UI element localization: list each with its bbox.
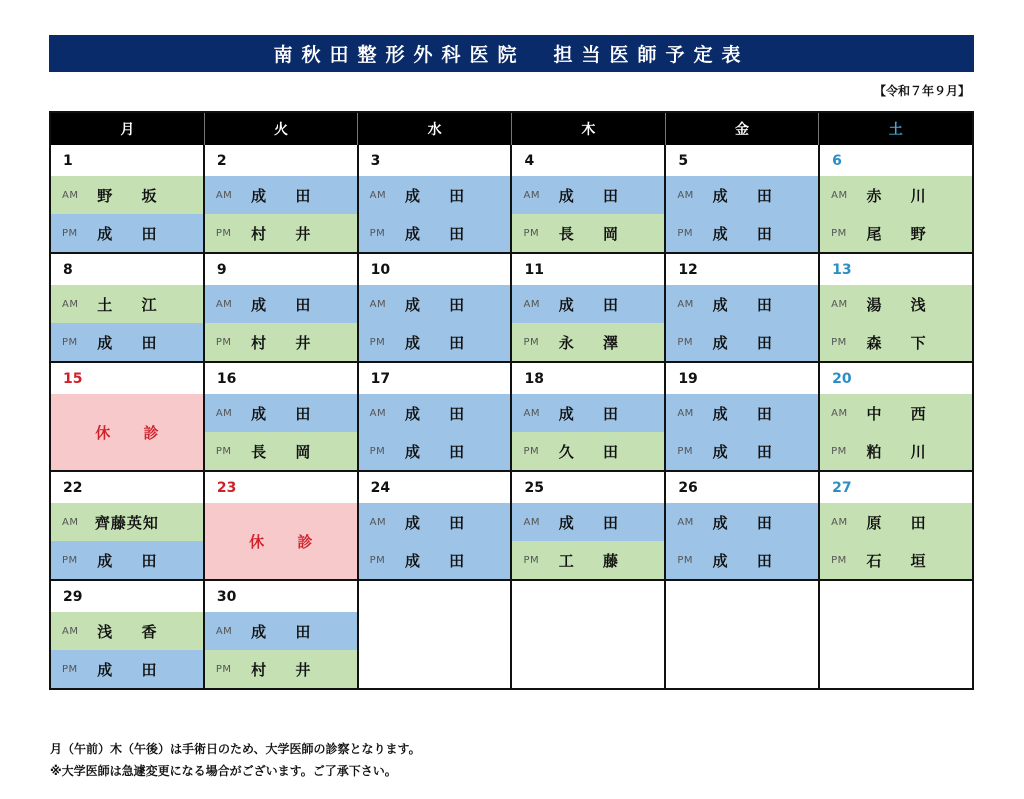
pm-slot	[666, 541, 818, 579]
pm-label: PM	[369, 336, 386, 348]
day-number: 8	[51, 254, 203, 285]
doctor-name: 工 藤	[558, 551, 631, 570]
calendar-day-cell	[205, 472, 359, 579]
am-slot	[359, 285, 511, 323]
day-number: 24	[359, 472, 511, 503]
am-label: AM	[523, 407, 540, 419]
pm-label: PM	[369, 554, 386, 566]
pm-label: PM	[215, 227, 232, 239]
am-label: AM	[831, 407, 848, 419]
doctor-name: 成 田	[712, 186, 784, 205]
pm-label: PM	[523, 336, 540, 348]
doctor-name: 成 田	[404, 186, 477, 205]
day-number: 20	[820, 363, 972, 394]
am-label: AM	[831, 298, 848, 310]
note-surgery-days: 月（午前）木（午後）は手術日のため、大学医師の診察となります。	[50, 742, 421, 756]
doctor-name: 赤 川	[866, 186, 938, 205]
am-label: AM	[369, 516, 387, 528]
doctor-name: 原 田	[866, 513, 938, 532]
calendar-day-cell	[666, 254, 820, 361]
day-number: 1	[51, 145, 203, 176]
schedule-notes	[50, 738, 421, 782]
calendar-day-cell	[666, 581, 820, 688]
am-label: AM	[215, 407, 233, 419]
day-number: 25	[512, 472, 664, 503]
doctor-name: 永 澤	[558, 333, 631, 352]
day-number: 5	[666, 145, 818, 176]
calendar-day-cell	[820, 581, 974, 688]
calendar-day-cell	[666, 145, 820, 252]
calendar-day-cell	[666, 472, 820, 579]
am-label: AM	[369, 189, 387, 201]
calendar-day-cell	[359, 145, 513, 252]
calendar-day-cell	[512, 472, 666, 579]
pm-slot	[359, 432, 511, 470]
am-slot	[820, 503, 972, 541]
am-slot	[51, 612, 203, 650]
day-number: 16	[205, 363, 357, 394]
calendar-day-cell	[820, 254, 974, 361]
doctor-name: 長 岡	[251, 442, 323, 461]
doctor-name: 成 田	[712, 333, 784, 352]
clinic-name: 南秋田整形外科医院	[273, 44, 526, 66]
weekday-wednesday: 水	[358, 113, 512, 145]
doctor-name: 成 田	[251, 295, 323, 314]
doctor-name: 浅 香	[97, 622, 169, 641]
pm-slot	[51, 541, 203, 579]
month-label: 【令和７年９月】	[873, 84, 970, 98]
am-slot	[51, 285, 203, 323]
pm-slot	[51, 214, 203, 252]
calendar-day-cell	[205, 254, 359, 361]
calendar-day-cell	[820, 363, 974, 470]
am-label: AM	[523, 189, 540, 201]
am-slot	[820, 394, 972, 432]
pm-slot	[512, 323, 664, 361]
day-number: 15	[51, 363, 203, 394]
calendar-week	[51, 472, 974, 581]
am-slot	[666, 285, 818, 323]
doctor-name: 村 井	[251, 224, 323, 243]
calendar-day-cell	[51, 581, 205, 688]
doctor-name: 齊藤英知	[94, 513, 159, 532]
am-label: AM	[62, 516, 79, 528]
calendar-day-cell	[359, 363, 513, 470]
doctor-name: 成 田	[251, 186, 323, 205]
calendar-day-cell	[512, 145, 666, 252]
calendar-day-cell	[359, 254, 513, 361]
day-number: 26	[666, 472, 818, 503]
am-slot	[205, 394, 357, 432]
pm-slot	[359, 541, 511, 579]
doctor-name: 成 田	[404, 404, 477, 423]
pm-label: PM	[62, 663, 78, 675]
day-number: 3	[359, 145, 511, 176]
day-number: 4	[512, 145, 664, 176]
calendar-week	[51, 254, 974, 363]
pm-label: PM	[677, 227, 693, 239]
am-label: AM	[369, 407, 387, 419]
pm-label: PM	[523, 445, 540, 457]
day-number: 6	[820, 145, 972, 176]
day-number: 2	[205, 145, 357, 176]
am-slot	[512, 285, 664, 323]
pm-label: PM	[215, 663, 232, 675]
pm-slot	[205, 323, 357, 361]
pm-slot	[666, 214, 818, 252]
closed-notice: 休 診	[51, 394, 203, 470]
am-label: AM	[831, 189, 848, 201]
doctor-schedule-calendar	[49, 111, 974, 690]
pm-slot	[820, 323, 972, 361]
pm-slot	[51, 650, 203, 688]
calendar-day-cell	[666, 363, 820, 470]
doctor-name: 成 田	[251, 622, 323, 641]
am-slot	[820, 285, 972, 323]
doctor-name: 長 岡	[558, 224, 631, 243]
calendar-day-cell	[205, 581, 359, 688]
am-label: AM	[215, 298, 233, 310]
calendar-day-cell	[51, 472, 205, 579]
calendar-day-cell	[359, 472, 513, 579]
doctor-name: 成 田	[97, 333, 169, 352]
am-slot	[205, 612, 357, 650]
am-slot	[666, 176, 818, 214]
doctor-name: 成 田	[404, 442, 477, 461]
pm-label: PM	[62, 554, 78, 566]
doctor-name: 土 江	[97, 295, 169, 314]
calendar-day-cell	[51, 254, 205, 361]
doctor-name: 成 田	[712, 442, 784, 461]
day-number: 22	[51, 472, 203, 503]
weekday-thursday: 木	[512, 113, 666, 145]
am-slot	[512, 176, 664, 214]
calendar-day-cell	[512, 254, 666, 361]
am-slot	[51, 503, 203, 541]
doctor-name: 成 田	[558, 186, 631, 205]
am-label: AM	[677, 516, 694, 528]
pm-label: PM	[62, 336, 78, 348]
am-label: AM	[215, 189, 233, 201]
doctor-name: 久 田	[558, 442, 631, 461]
am-slot	[666, 394, 818, 432]
doctor-name: 成 田	[404, 333, 477, 352]
pm-slot	[512, 541, 664, 579]
doctor-name: 成 田	[712, 224, 784, 243]
pm-label: PM	[62, 227, 78, 239]
pm-label: PM	[369, 227, 386, 239]
calendar-week	[51, 145, 974, 254]
doctor-name: 成 田	[558, 404, 631, 423]
pm-slot	[512, 214, 664, 252]
calendar-day-cell	[51, 363, 205, 470]
doctor-name: 森 下	[866, 333, 938, 352]
day-number: 12	[666, 254, 818, 285]
am-label: AM	[677, 407, 694, 419]
doctor-name: 成 田	[97, 660, 169, 679]
am-label: AM	[523, 298, 540, 310]
calendar-day-cell	[512, 581, 666, 688]
day-number: 29	[51, 581, 203, 612]
pm-slot	[359, 214, 511, 252]
doctor-name: 成 田	[251, 404, 323, 423]
calendar-day-cell	[820, 145, 974, 252]
am-label: AM	[62, 189, 79, 201]
pm-slot	[205, 432, 357, 470]
schedule-title-bar	[49, 35, 974, 72]
doctor-name: 成 田	[712, 513, 784, 532]
day-number: 11	[512, 254, 664, 285]
pm-label: PM	[523, 554, 540, 566]
weekday-monday: 月	[51, 113, 205, 145]
am-label: AM	[677, 189, 694, 201]
day-number: 10	[359, 254, 511, 285]
doctor-name: 成 田	[404, 513, 477, 532]
doctor-name: 成 田	[404, 551, 477, 570]
pm-slot	[512, 432, 664, 470]
pm-label: PM	[677, 336, 693, 348]
am-slot	[512, 394, 664, 432]
doctor-name: 成 田	[712, 404, 784, 423]
pm-label: PM	[677, 554, 693, 566]
doctor-name: 尾 野	[866, 224, 938, 243]
doctor-name: 野 坂	[97, 186, 169, 205]
day-number: 17	[359, 363, 511, 394]
doctor-name: 成 田	[97, 551, 169, 570]
am-label: AM	[831, 516, 848, 528]
day-number: 18	[512, 363, 664, 394]
calendar-week	[51, 363, 974, 472]
am-slot	[359, 503, 511, 541]
pm-slot	[205, 214, 357, 252]
am-slot	[359, 394, 511, 432]
day-number: 27	[820, 472, 972, 503]
day-number: 30	[205, 581, 357, 612]
pm-label: PM	[831, 554, 847, 566]
note-change-disclaimer: ※大学医師は急遽変更になる場合がございます。ご了承下さい。	[50, 764, 397, 778]
am-slot	[359, 176, 511, 214]
closed-notice: 休 診	[205, 503, 357, 579]
doctor-name: 中 西	[866, 404, 938, 423]
am-slot	[666, 503, 818, 541]
am-label: AM	[523, 516, 540, 528]
am-slot	[205, 285, 357, 323]
calendar-day-cell	[205, 363, 359, 470]
day-number: 23	[205, 472, 357, 503]
weekday-friday: 金	[666, 113, 820, 145]
pm-label: PM	[523, 227, 540, 239]
doctor-name: 湯 浅	[866, 295, 938, 314]
pm-label: PM	[215, 336, 232, 348]
pm-slot	[359, 323, 511, 361]
doctor-name: 粕 川	[866, 442, 938, 461]
am-label: AM	[62, 298, 79, 310]
pm-label: PM	[215, 445, 232, 457]
doctor-name: 成 田	[712, 295, 784, 314]
calendar-day-cell	[51, 145, 205, 252]
am-label: AM	[369, 298, 387, 310]
pm-slot	[820, 432, 972, 470]
doctor-name: 石 垣	[866, 551, 938, 570]
pm-label: PM	[831, 227, 847, 239]
pm-label: PM	[831, 336, 847, 348]
doctor-name: 成 田	[712, 551, 784, 570]
pm-slot	[51, 323, 203, 361]
calendar-day-cell	[820, 472, 974, 579]
calendar-day-cell	[205, 145, 359, 252]
doctor-name: 村 井	[251, 660, 323, 679]
am-label: AM	[215, 625, 233, 637]
calendar-week	[51, 581, 974, 690]
weekday-tuesday: 火	[205, 113, 359, 145]
day-number: 19	[666, 363, 818, 394]
doctor-name: 成 田	[558, 513, 631, 532]
pm-slot	[820, 541, 972, 579]
pm-label: PM	[677, 445, 693, 457]
am-slot	[51, 176, 203, 214]
doctor-name: 成 田	[404, 224, 477, 243]
am-slot	[205, 176, 357, 214]
pm-label: PM	[369, 445, 386, 457]
pm-slot	[666, 432, 818, 470]
day-number: 13	[820, 254, 972, 285]
weekday-saturday: 土	[819, 113, 974, 145]
calendar-day-cell	[359, 581, 513, 688]
am-label: AM	[677, 298, 694, 310]
pm-slot	[205, 650, 357, 688]
doctor-name: 成 田	[97, 224, 169, 243]
pm-slot	[820, 214, 972, 252]
am-label: AM	[62, 625, 79, 637]
doctor-name: 村 井	[251, 333, 323, 352]
doctor-name: 成 田	[404, 295, 477, 314]
pm-slot	[666, 323, 818, 361]
am-slot	[512, 503, 664, 541]
schedule-subtitle: 担当医師予定表	[553, 44, 750, 66]
pm-label: PM	[831, 445, 847, 457]
weekday-header-row	[51, 113, 974, 145]
doctor-name: 成 田	[558, 295, 631, 314]
day-number: 9	[205, 254, 357, 285]
calendar-day-cell	[512, 363, 666, 470]
am-slot	[820, 176, 972, 214]
calendar-weeks	[51, 145, 974, 690]
